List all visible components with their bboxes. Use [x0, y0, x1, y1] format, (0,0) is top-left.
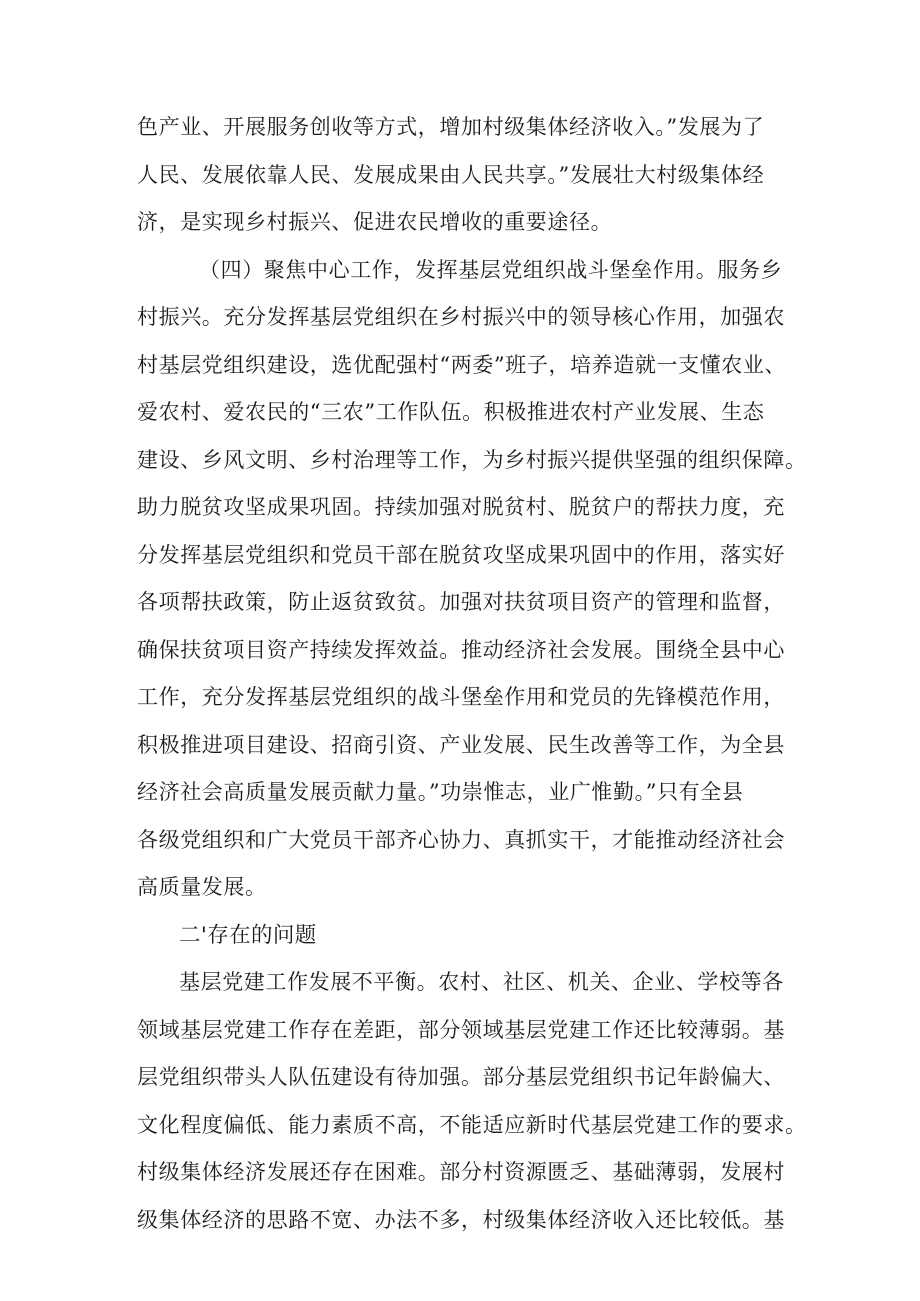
text-line: 级集体经济的思路不宽、办法不多，村级集体经济收入还比较低。基 [137, 1207, 785, 1232]
text-line: 村基层党组织建设，选优配强村“两委”班子，培养造就一支懂农业、 [137, 352, 787, 377]
document-page [137, 104, 807, 1244]
text-line: 建设、乡风文明、乡村治理等工作，为乡村振兴提供坚强的组织保障。 [137, 447, 807, 472]
text-line: 爱农村、爱农民的“三农”工作队伍。积极推进农村产业发展、生态 [137, 400, 765, 424]
text-line: 人民、发展依靠人民、发展成果由人民共享。”发展壮大村级集体经 [137, 162, 765, 187]
text-line: 村级集体经济发展还存在困难。部分村资源匮乏、基础薄弱，发展村 [137, 1160, 785, 1184]
text-line: 各项帮扶政策，防止返贫致贫。加强对扶贫项目资产的管理和监督， [137, 590, 785, 614]
text-line: 助力脱贫攻坚成果巩固。持续加强对脱贫村、脱贫户的帮扶力度，充 [137, 495, 785, 519]
text-line: 济，是实现乡村振兴、促进农民增收的重要途径。 [137, 210, 613, 234]
paragraph-existing-problems [137, 959, 807, 1244]
text-line: 层党组织带头人队伍建设有待加强。部分基层党组织书记年龄偏大、 [137, 1065, 785, 1089]
paragraph-rural-economy [137, 104, 787, 247]
text-line: 经济社会高质量发展贡献力量。”功崇惟志，业广惟勤。”只有全县 [137, 780, 744, 804]
section-heading: 二'存在的问题 [179, 922, 317, 948]
text-line: 高质量发展。 [137, 875, 267, 899]
text-line: 文化程度偏低、能力素质不高，不能适应新时代基层党建工作的要求。 [137, 1112, 807, 1137]
text-line: 各级党组织和广大党员干部齐心协力、真抓实干，才能推动经济社会 [137, 827, 785, 852]
text-line: 基层党建工作发展不平衡。农村、社区、机关、企业、学校等各 [179, 970, 784, 994]
text-line: 领域基层党建工作存在差距，部分领域基层党建工作还比较薄弱。基 [137, 1017, 785, 1042]
text-line: 村振兴。充分发挥基层党组织在乡村振兴中的领导核心作用，加强农 [137, 305, 785, 329]
text-line: 分发挥基层党组织和党员干部在脱贫攻坚成果巩固中的作用，落实好 [137, 542, 785, 567]
text-line: 色产业、开展服务创收等方式，增加村级集体经济收入。”发展为了 [137, 115, 765, 139]
text-line: 确保扶贫项目资产持续发挥效益。推动经济社会发展。围绕全县中心 [137, 637, 785, 662]
text-line: 工作，充分发挥基层党组织的战斗堡垒作用和党员的先锋模范作用， [137, 685, 785, 709]
paragraph-central-work [137, 247, 807, 912]
text-line: （四）聚焦中心工作，发挥基层党组织战斗堡垒作用。服务乡 [199, 257, 783, 282]
text-line: 积极推进项目建设、招商引资、产业发展、民生改善等工作，为全县 [137, 732, 785, 757]
